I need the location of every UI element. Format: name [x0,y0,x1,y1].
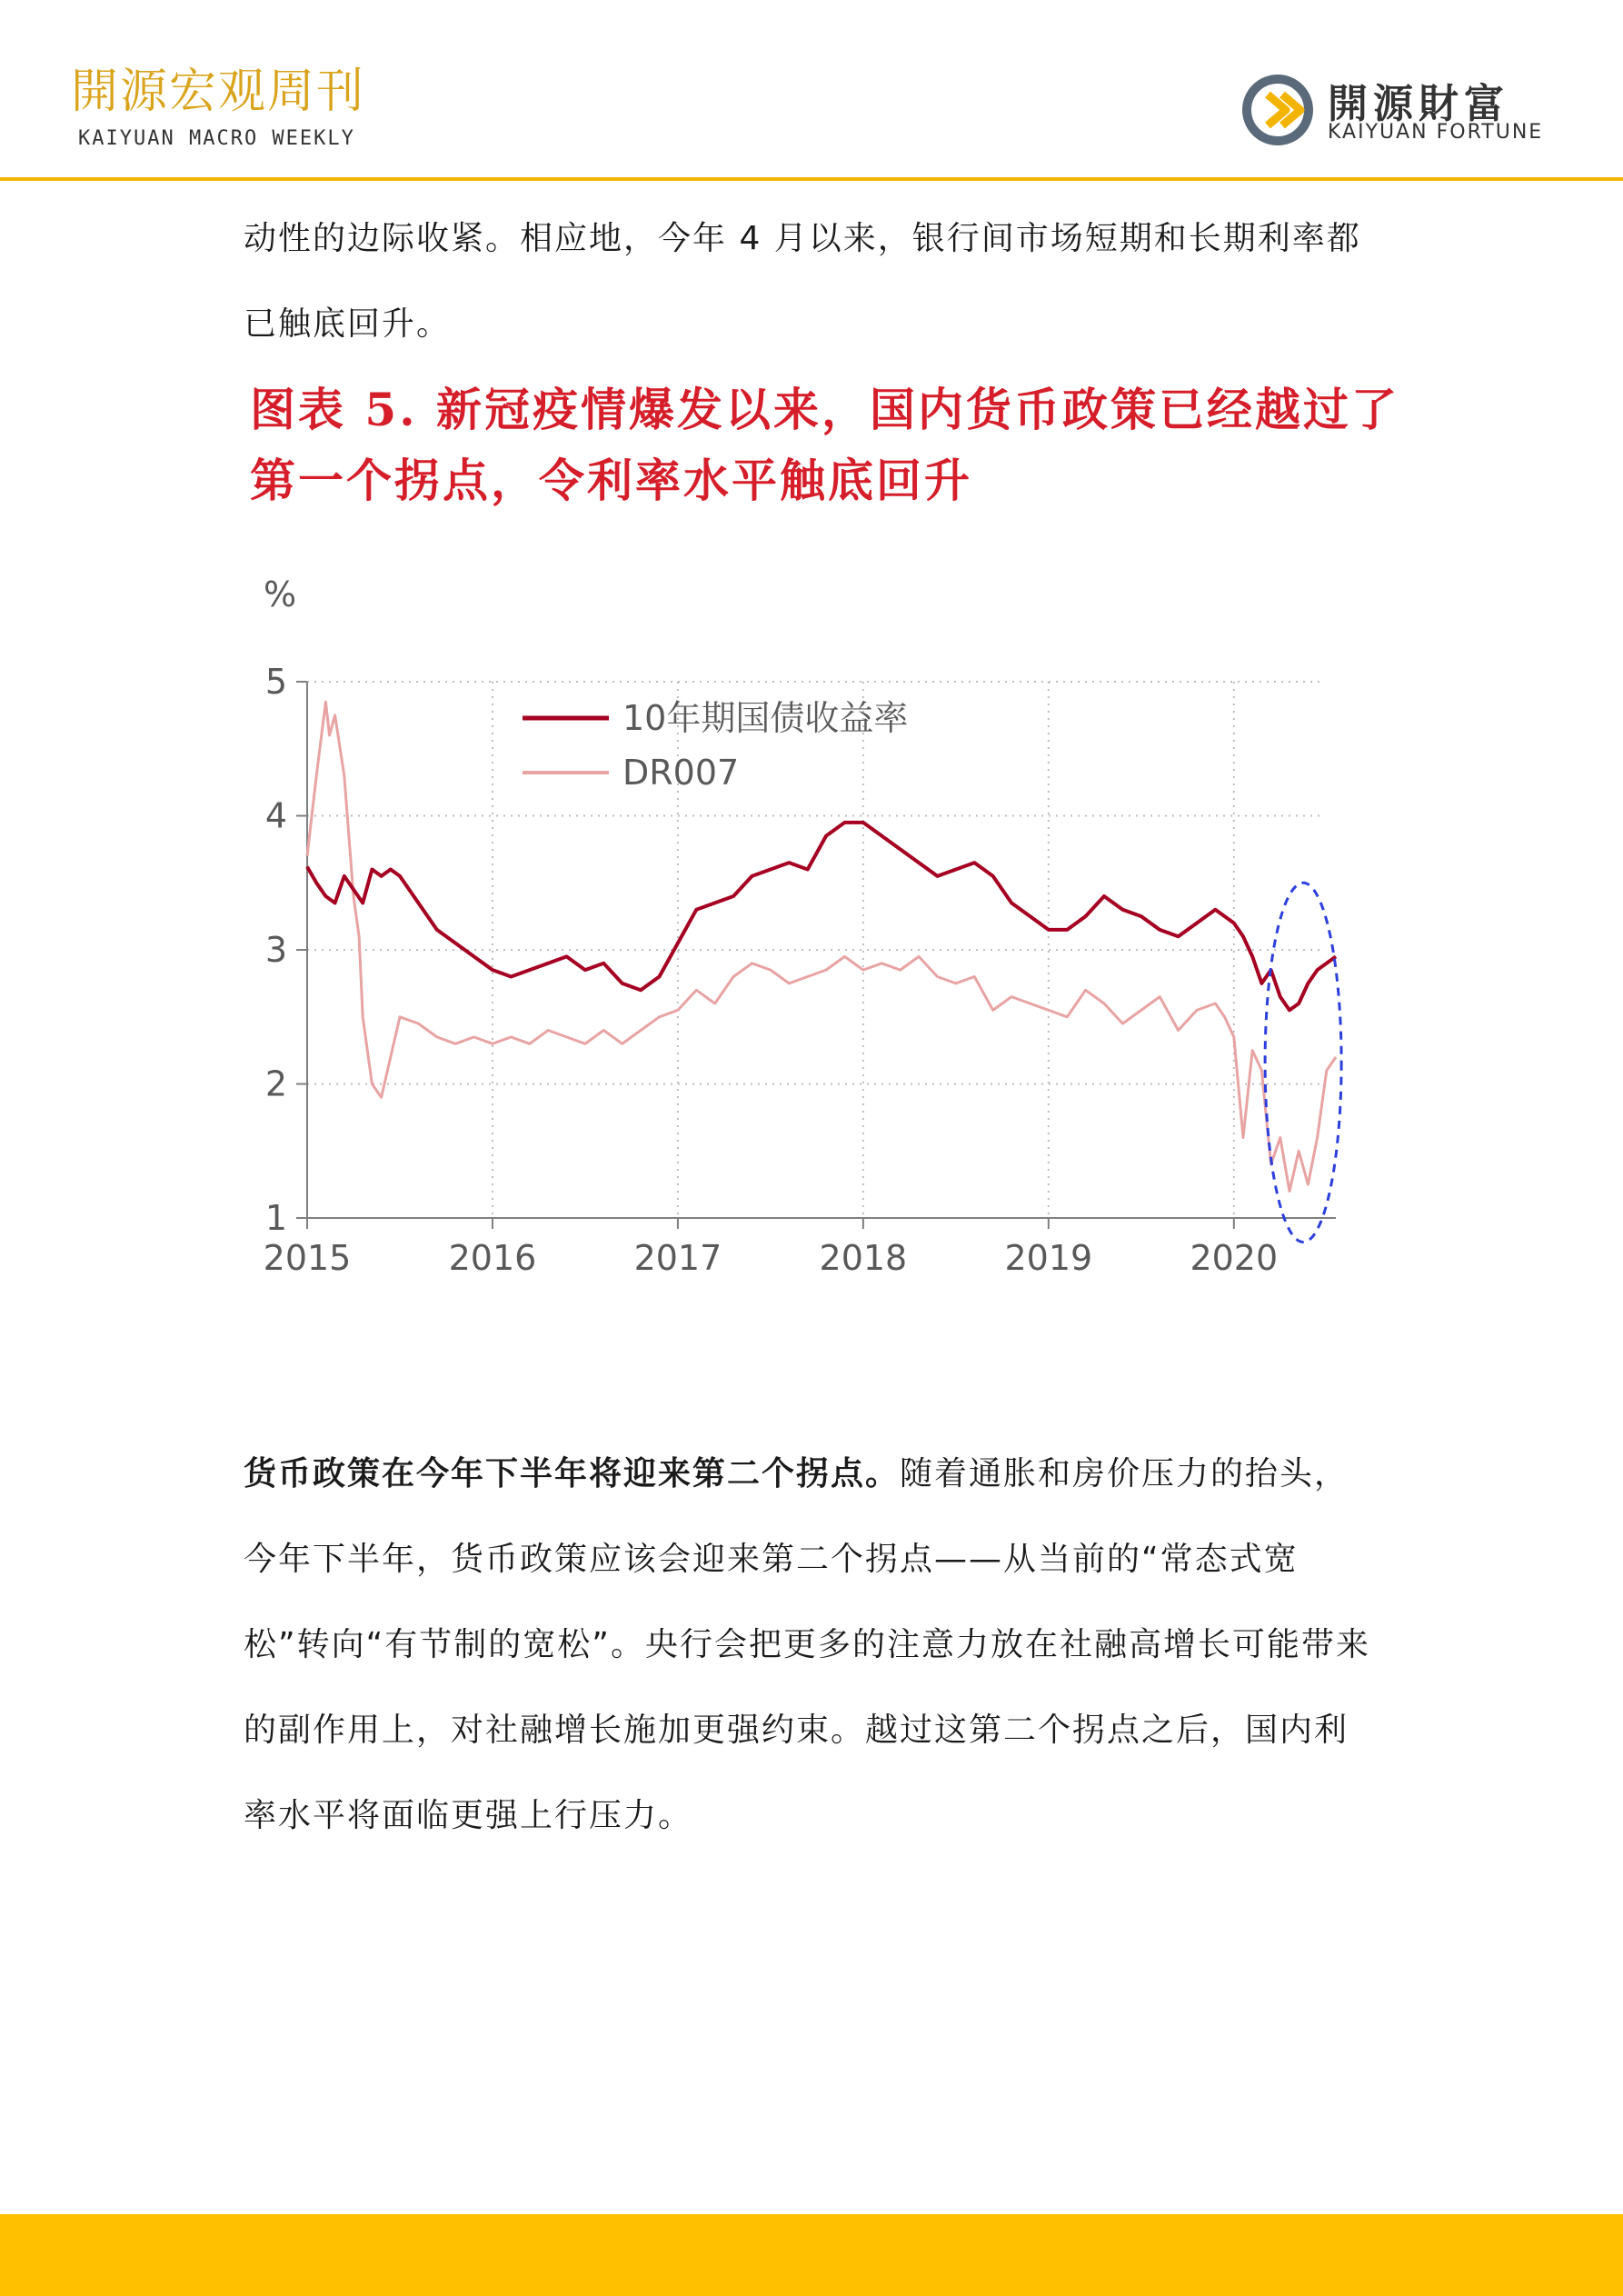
x-tick-label: 2015 [263,1238,352,1278]
figure-title: 图表 5. 新冠疫情爆发以来，国内货币政策已经越过了第一个拐点，令利率水平触底回升 [250,383,1400,507]
x-tick-label: 2020 [1190,1238,1279,1278]
logo-text-en: KAIYUAN FORTUNE [1328,121,1544,144]
x-tick-label: 2019 [1004,1238,1093,1278]
chart-canvas [236,554,1363,1345]
logo-mark-icon [1240,73,1315,147]
weekly-title: 開源宏观周刊 [71,65,366,119]
body-paragraph-1: 动性的边际收紧。相应地，今年 4 月以来，银行间市场短期和长期利率都已触底回升。 [244,220,1361,343]
body-paragraph-2 [244,1432,1379,1859]
header-divider [0,177,1623,181]
logo-text-cn: 開源財富 [1328,81,1509,127]
highlight-ellipse [1265,883,1341,1242]
paragraph-text: 随着通胀和房价压力的抬头，今年下半年，货币政策应该会迎来第二个拐点——从当前的“常态式宽松”转向“有节制的宽松”。央行会把更多的注意力放在社融高增长可能带来的副作用上，对社融增长施加更强约束。越过这第二个拐点之后，国内利率水平将面临更强上行压力。 [244,1455,1370,1834]
y-tick-label: 3 [264,930,287,970]
legend-label: 10年期国债收益率 [622,698,909,738]
x-tick-label: 2016 [448,1238,537,1278]
paragraph-lead: 货币政策在今年下半年将迎来第二个拐点。 [244,1455,901,1492]
weekly-subtitle: KAIYUAN MACRO WEEKLY [78,127,355,150]
y-tick-label: 4 [264,795,287,836]
page-header [0,0,1623,182]
series-line-cgb-10y [307,823,1336,1011]
x-tick-label: 2017 [633,1238,722,1278]
company-logo [1240,71,1554,153]
legend-label: DR007 [622,753,740,793]
y-tick-label: 1 [264,1198,287,1238]
rates-line-chart [236,554,1363,1345]
y-unit-label: % [264,574,297,614]
x-tick-label: 2018 [819,1238,908,1278]
footer-bar [0,2214,1623,2296]
y-tick-label: 2 [264,1063,287,1104]
y-tick-label: 5 [264,662,287,702]
